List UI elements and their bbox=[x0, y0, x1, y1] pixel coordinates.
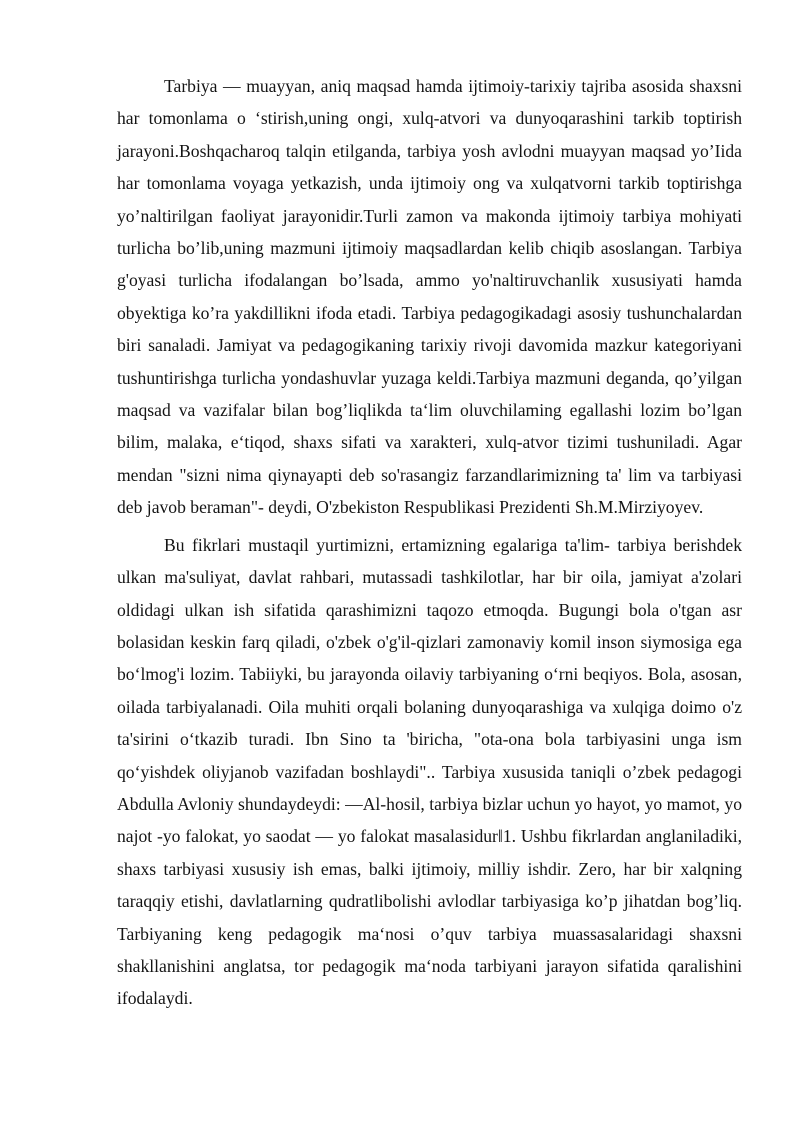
paragraph-1: Tarbiya — muayyan, aniq maqsad hamda ijtimoiy-tarixiy tajriba asosida shaxsni har tomonlama o ‘stirish,uning ongi, xulq-atvori va dunyoqarashini tarkib toptirish jarayoni.Boshqacharoq talqin etilganda, tarbiya yosh avlodni muayyan maqsad yo’Iida har tomonlama voyaga yetkazish, unda ijtimoiy ong va xulqatvorni tarkib toptirishga yo’naltirilgan faoliyat jarayonidir.Turli zamon va makonda ijtimoiy tarbiya mohiyati turlicha bo’lib,uning mazmuni ijtimoiy maqsadlardan kelib chiqib asoslangan. Tarbiya g'oyasi turlicha ifodalangan bo’lsada, ammo yo'naltiruvchanlik xususiyati hamda obyektiga ko’ra yakdillikni ifoda etadi. Tarbiya pedagogikadagi asosiy tushunchalardan biri sanaladi. Jamiyat va pedagogikaning tarixiy rivoji davomida mazkur kategoriyani tushuntirishga turlicha yondashuvlar yuzaga keldi.Tarbiya mazmuni deganda, qo’yilgan maqsad va vazifalar bilan bog’liqlikda ta‘lim oluvchilaming egallashi lozim bo’lgan bilim, malaka, e‘tiqod, shaxs sifati va xarakteri, xulq-atvor tizimi tushuniladi. Agar mendan "sizni nima qiynayapti deb so'rasangiz farzandlarimizning ta' lim va tarbiyasi deb javob beraman"- deydi, O'zbekiston Respublikasi Prezidenti Sh.M.Mirziyoyev. bbox=[117, 76, 742, 518]
document-body bbox=[117, 70, 742, 1020]
paragraph-2: Bu fikrlari mustaqil yurtimizni, ertamizning egalariga ta'lim- tarbiya berishdek ulkan ma'suliyat, davlat rahbari, mutassadi tashkilotlar, har bir oila, jamiyat a'zolari oldidagi ulkan ish sifatida qarashimizni taqozo etmoqda. Bugungi bola o'tgan asr bolasidan keskin farq qiladi, o'zbek o'g'il-qizlari zamonaviy komil inson siymosiga ega bo‘lmog'i lozim. Tabiiyki, bu jarayonda oilaviy tarbiyaning o‘rni beqiyos. Bola, asosan, oilada tarbiyalanadi. Oila muhiti orqali bolaning dunyoqarashiga va xulqiga doimo o'z ta'sirini o‘tkazib turadi. Ibn Sino ta 'biricha, "ota-ona bola tarbiyasini unga ism qo‘yishdek oliyjanob vazifadan boshlaydi".. Tarbiya xususida taniqli o’zbek pedagogi Abdulla Avloniy shundaydeydi: ―Al-hosil, tarbiya bizlar uchun yo hayot, yo mamot, yo najot -yo falokat, yo saodat — yo falokat masalasidur‖1. Ushbu fikrlardan anglaniladiki, shaxs tarbiyasi xususiy ish emas, balki ijtimoiy, milliy ishdir. Zero, har bir xalqning taraqqiy etishi, davlatlarning qudratlibolishi avlodlar tarbiyasiga ko’p jihatdan bog’liq. Tarbiyaning keng pedagogik ma‘nosi o’quv tarbiya muassasalaridagi shaxsni shakllanishini anglatsa, tor pedagogik ma‘noda tarbiyani jarayon sifatida qaralishini ifodalaydi. bbox=[117, 534, 742, 1009]
